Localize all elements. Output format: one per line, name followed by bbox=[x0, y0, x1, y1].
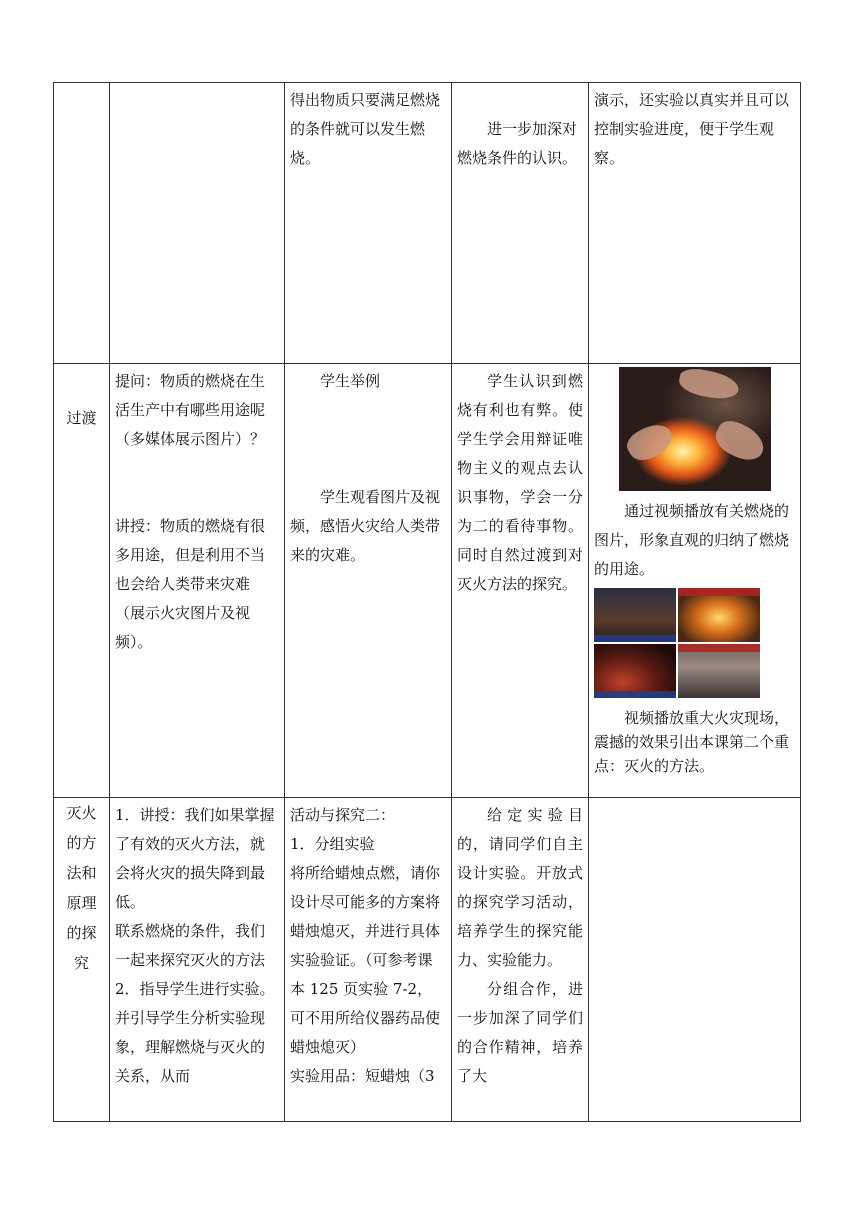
phase-label: 过渡 bbox=[66, 409, 97, 427]
notes-cell bbox=[589, 83, 801, 364]
design-intent-cell bbox=[452, 798, 589, 1122]
teacher-activity-cell bbox=[110, 798, 285, 1122]
teacher-activity-cell bbox=[110, 83, 285, 364]
intent-text-2: 分组合作，进一步加深了同学们的合作精神，培养了大 bbox=[457, 980, 583, 1085]
intent-text: 进一步加深对燃烧条件的认识。 bbox=[457, 120, 578, 167]
phase-cell bbox=[54, 798, 110, 1122]
student-group-experiment: 1．分组实验 bbox=[290, 835, 375, 853]
intent-text-1: 给定实验目的，请同学们自主设计实验。开放式的探究学习活动，培养学生的探究能力、实验能力。 bbox=[457, 806, 583, 969]
teacher-lecture: 讲授：物质的燃烧有很多用途，但是利用不当也会给人类带来灾难（展示火灾图片及视频）。 bbox=[115, 517, 266, 651]
student-materials: 实验用品：短蜡烛（3 bbox=[290, 1067, 435, 1085]
teacher-link: 联系燃烧的条件，我们一起来探究灭火的方法 bbox=[115, 922, 266, 969]
intent-text: 学生认识到燃烧有利也有弊。使学生学会用辩证唯物主义的观点去认识事物，学会一分为二的看待事物。同时自然过渡到对灭火方法的探究。 bbox=[457, 372, 583, 593]
campfire-hands-photo bbox=[619, 367, 771, 491]
lesson-plan-table bbox=[53, 82, 801, 1122]
collage-tile bbox=[594, 588, 676, 642]
phase-label: 灭火的方法和原理的探究 bbox=[66, 804, 97, 972]
collage-tile bbox=[678, 588, 760, 642]
teacher-step-1: 1．讲授：我们如果掌握了有效的灭火方法，就会将火灾的损失降到最低。 bbox=[115, 806, 275, 911]
student-activity-cell bbox=[285, 798, 452, 1122]
student-activity-cell bbox=[285, 83, 452, 364]
teacher-activity-cell bbox=[110, 364, 285, 798]
collage-tile bbox=[594, 644, 676, 698]
table-row bbox=[54, 364, 801, 798]
student-instructions: 将所给蜡烛点燃，请你设计尽可能多的方案将蜡烛熄灭，并进行具体实验验证。（可参考课本 125 页实验 7-2，可不用所给仪器药品使蜡烛熄灭） bbox=[290, 864, 441, 1056]
notes-text-1: 通过视频播放有关燃烧的图片，形象直观的归纳了燃烧的用途。 bbox=[594, 502, 790, 578]
table-row bbox=[54, 83, 801, 364]
teacher-step-2: 2．指导学生进行实验。并引导学生分析实验现象，理解燃烧与灭火的关系，从而 bbox=[115, 980, 275, 1085]
collage-tile bbox=[678, 644, 760, 698]
teacher-question: 提问：物质的燃烧在生活生产中有哪些用途呢（多媒体展示图片）？ bbox=[115, 372, 266, 448]
fire-disaster-collage bbox=[594, 588, 762, 700]
phase-cell bbox=[54, 364, 110, 798]
notes-cell bbox=[589, 364, 801, 798]
student-activity-title: 活动与探究二： bbox=[290, 806, 396, 824]
student-activity-cell bbox=[285, 364, 452, 798]
notes-text: 演示，还实验以真实并且可以控制实验进度，便于学生观察。 bbox=[594, 91, 790, 167]
student-example: 学生举例 bbox=[320, 372, 381, 390]
table-row bbox=[54, 798, 801, 1122]
phase-cell bbox=[54, 83, 110, 364]
design-intent-cell bbox=[452, 364, 589, 798]
notes-cell bbox=[589, 798, 801, 1122]
student-text: 得出物质只要满足燃烧的条件就可以发生燃烧。 bbox=[290, 91, 441, 167]
student-watch: 学生观看图片及视频，感悟火灾给人类带来的灾难。 bbox=[290, 488, 441, 564]
notes-text-2: 视频播放重大火灾现场，震撼的效果引出本课第二个重点：灭火的方法。 bbox=[594, 709, 790, 775]
design-intent-cell bbox=[452, 83, 589, 364]
